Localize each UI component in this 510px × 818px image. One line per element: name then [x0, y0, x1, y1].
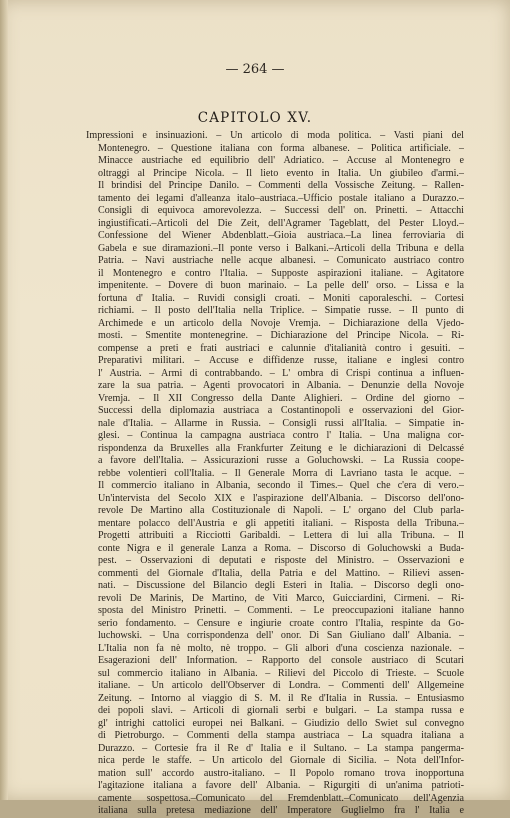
summary-line: rispondenza da Bruxelles alla Frankfurter Zeitung e le dichiarazioni di Delcassé: [98, 442, 464, 454]
summary-line: impenitente. – Dovere di buon marinaio. – La pelle dell' orso. – Lissa e la: [98, 280, 464, 291]
chapter-summary: [86, 130, 464, 818]
summary-line: conte Nigra e il generale Lanza a Roma. – Discorso di Goluchowski a Buda-: [98, 542, 464, 554]
summary-line: commenti del Giornale d'Italia, della Patria e del Mattino. – Rilievi assen-: [98, 567, 464, 579]
summary-line: nati. – Discussione del Bilancio degli Esteri in Italia. – Discorso degli ono-: [98, 580, 464, 591]
summary-line: mentare polacco dell'Austria e gli appetiti italiani. – Risposta della Tribuna.–: [98, 517, 464, 529]
summary-line: zare la sua patria. – Agenti provocatori in Albania. – Denunzie della Novoje: [98, 380, 464, 391]
summary-line: pest. – Osservazioni di deputati e risposte del Ministro. – Osservazioni e: [98, 555, 464, 566]
summary-line: oltraggi al Principe Nicola. – Il lieto evento in Italia. Un giubileo d'armi.–: [98, 167, 464, 179]
summary-line: L'Italia non fa nè molto, nè troppo. – Gli albori d'una coscienza nazionale. –: [98, 642, 464, 654]
summary-line: richiami. – Il posto dell'Italia nella Triplice. – Simpatie russe. – Il punto di: [98, 305, 464, 316]
chapter-title: CAPITOLO XV.: [197, 110, 313, 126]
page-number: — 264 —: [225, 62, 285, 77]
summary-line: sul commercio italiano in Albania. – Rilievi del Piccolo di Trieste. – Scuole: [98, 667, 464, 679]
summary-line: l'agitazione italiana a favore dell' Albania. – Rigurgiti di un'anima patrioti-: [98, 780, 464, 791]
summary-line: compense a preti e frati austriaci e calunnie d'italianità contro i gesuiti. –: [98, 342, 464, 354]
summary-line: Patria. – Navi austriache nelle acque albanesi. – Comunicato austriaco contro: [98, 255, 464, 266]
summary-line: Preparativi militari. – Accuse e diffidenze russe, italiane e inglesi contro: [98, 355, 464, 366]
summary-line: Successi della diplomazia austriaca a Costantinopoli e osservazioni del Gior-: [98, 405, 464, 416]
summary-line: gl' intrighi cattolici europei nei Balkani. – Giudizio dello Swiet sul convegno: [98, 717, 464, 729]
summary-line: ingiustificati.–Articoli del Die Zeit, dell'Agramer Tageblatt, del Pester Lloyd.–: [98, 217, 464, 229]
summary-line: Esagerazioni dell' Information. – Rapporto del console austriaco di Scutari: [98, 655, 464, 666]
summary-line: Montenegro. – Questione italiana con forma albanese. – Politica artificiale. –: [98, 142, 464, 154]
summary-line: Progetti attribuiti a Ricciotti Garibaldi. – Lettera di lui alla Tribuna. – Il: [98, 530, 464, 541]
summary-line: Durazzo. – Cortesie fra il Re d' Italia e il Sultano. – La stampa pangerma-: [98, 742, 464, 754]
summary-line: Confessione del Wiener Abdenblatt.–Gioia austriaca.–La linea ferroviaria di: [98, 230, 464, 241]
summary-line: Il brindisi del Principe Danilo. – Commenti della Vossische Zeitung. – Rallen-: [98, 180, 464, 191]
summary-line: serio fondamento. – Censure e ingiurie croate contro l'Italia, respinte da Go-: [98, 617, 464, 629]
summary-line: revole De Martino alla Costituzionale di Napoli. – L' organo del Club parla-: [98, 505, 464, 516]
summary-line: Vremja. – Il XII Congresso della Dante Alighieri. – Ordine del giorno –: [98, 392, 464, 404]
summary-line: a favore dell'Italia. – Assicurazioni russe a Goluchowski. – La Russia coope-: [98, 455, 464, 466]
summary-line: sposta del Ministro Prinetti. – Commenti. – Le preoccupazioni italiane hanno: [98, 605, 464, 616]
summary-line: revoli De Marinis, De Martino, de Viti Marco, Guicciardini, Cirmeni. – Ri-: [98, 592, 464, 604]
summary-line: italiana sulla pretesa mediazione dell' Imperatore Guglielmo fra l' Italia e: [98, 805, 464, 816]
summary-line: Gabela e sue diramazioni.–Il ponte verso i Balkani.–Articoli della Tribuna e della: [98, 242, 464, 254]
summary-line: mosti. – Smentite montenegrine. – Dichiarazione del Principe Nicola. – Ri-: [98, 330, 464, 341]
summary-line: fortuna d' Italia. – Ruvidi consigli croati. – Moniti caporaleschi. – Cortesi: [98, 292, 464, 304]
summary-line: Archimede e un articolo della Novoje Vremja. – Dichiarazione della Vjedo-: [98, 317, 464, 329]
summary-line: italiane. – Un articolo dell'Observer di Londra. – Commenti dell' Allgemeine: [98, 680, 464, 691]
summary-line: glesi. – Continua la campagna austriaca contro l' Italia. – Una maligna cor-: [98, 430, 464, 441]
summary-line: Zeitung. – Intorno al viaggio di S. M. il Re d'Italia in Russia. – Entusiasmo: [98, 692, 464, 704]
summary-line: Il commercio italiano in Albania, secondo il Times.– Quel che c'era di vero.–: [98, 480, 464, 491]
summary-line: luchowski. – Una corrispondenza dell' onor. Di San Giuliano dall' Albania. –: [98, 630, 464, 641]
summary-line: Consigli di equivoca amorevolezza. – Successi dell' on. Prinetti. – Attacchi: [98, 205, 464, 216]
summary-line: il Montenegro e contro l'Italia. – Supposte aspirazioni italiane. – Agitatore: [98, 267, 464, 279]
summary-line: dei popoli slavi. – Articoli di giornali serbi e bulgari. – La stampa russa e: [98, 705, 464, 716]
summary-line: Minacce austriache ed equilibrio dell' Adriatico. – Accuse al Montenegro e: [98, 155, 464, 166]
summary-line: Impressioni e insinuazioni. – Un articolo di moda politica. – Vasti piani del: [86, 130, 464, 141]
summary-line: rebbe volentieri coll'Italia. – Il Generale Morra di Lavriano tasta le acque. –: [98, 467, 464, 479]
summary-line: l' Austria. – Armi di contrabbando. – L' ombra di Crispi continua a influen-: [98, 367, 464, 379]
summary-line: camente sospettosa.–Comunicato del Fremdenblatt.–Comunicato dell'Agenzia: [98, 792, 464, 804]
summary-line: mation sull' accordo austro-italiano. – Il Popolo romano trova inopportuna: [98, 767, 464, 779]
summary-line: tamento dei legami d'alleanza italo–austriaca.–Ufficio postale italiano a Durazzo.–: [98, 192, 464, 204]
summary-line: di Pietroburgo. – Commenti della stampa austriaca – La squadra italiana a: [98, 730, 464, 741]
summary-line: nale d'Italia. – Allarme in Russia. – Consigli russi all'Italia. – Simpatie in-: [98, 417, 464, 429]
summary-line: Un'intervista del Secolo XIX e l'aspirazione dell'Albania. – Discorso dell'ono-: [98, 492, 464, 504]
summary-line: nica perde le staffe. – Un articolo del Giornale di Sicilia. – Nota dell'Infor-: [98, 755, 464, 766]
